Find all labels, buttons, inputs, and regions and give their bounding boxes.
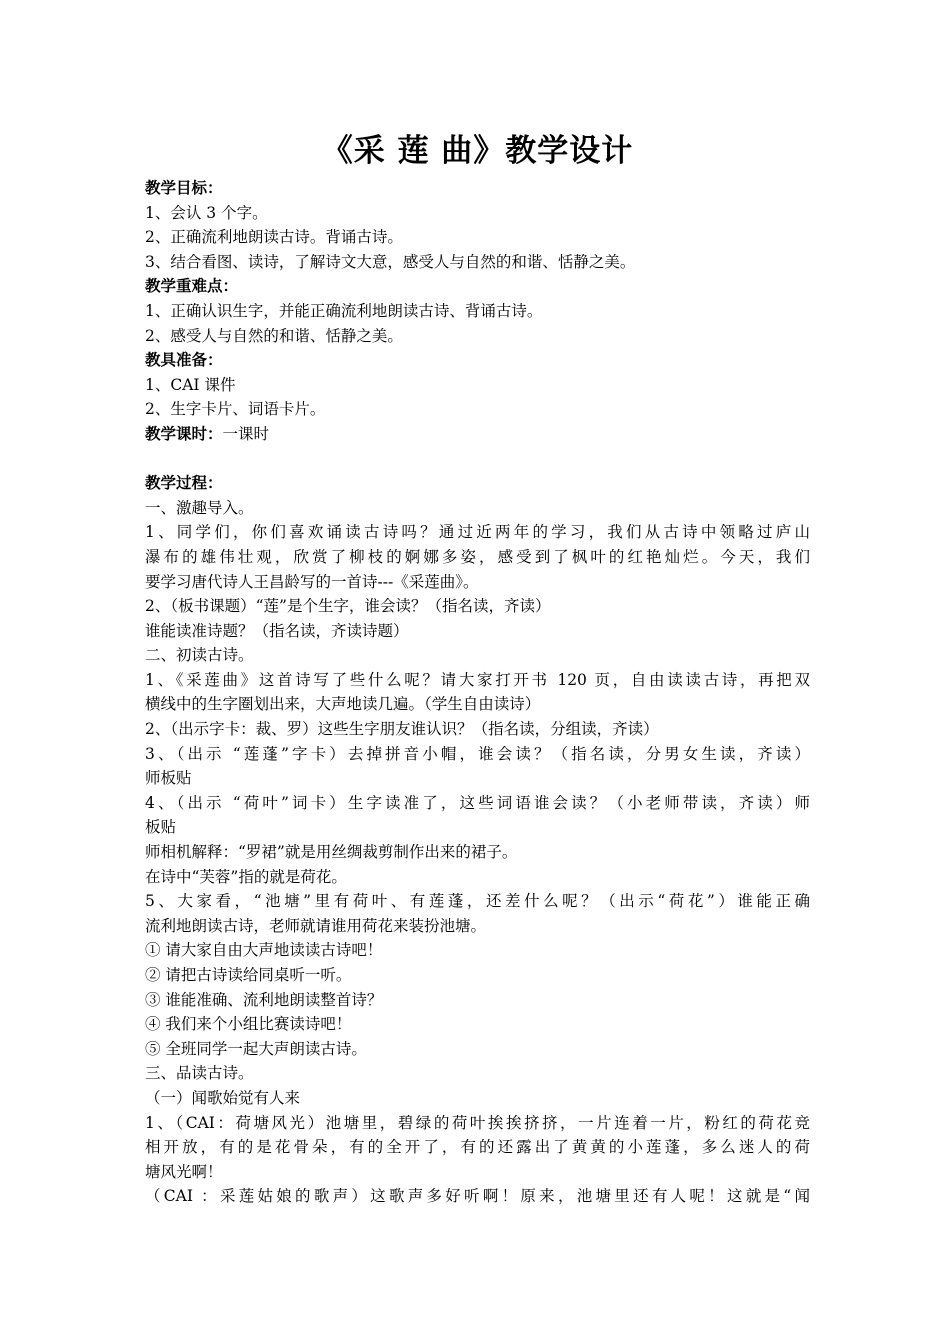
goals-heading: 教学目标： [145,179,223,197]
process-line: （一）闻歌始觉有人来 [145,1088,301,1107]
process-line: 3、（出示 “莲蓬”字卡）去掉拼音小帽，谁会读？（指名读，分男女生读，齐读） [145,744,810,763]
process-line: 相开放，有的是花骨朵，有的全开了，有的还露出了黄黄的小莲蓬，多么迷人的荷 [145,1138,810,1157]
process-heading: 教学过程： [145,474,223,493]
process-line: 4、（出示 “荷叶”词卡）生字读准了，这些词语谁会读？（小老师带读，齐读）师 [145,793,810,812]
material-item: 2、生字卡片、词语卡片。 [145,400,326,419]
process-line: 塘风光啊！ [145,1162,223,1181]
process-line: 瀑布的雄伟壮观，欣赏了柳枝的婀娜多姿，感受到了枫叶的红艳灿烂。今天，我们 [145,547,810,566]
goal-item: 1、会认 3 个字。 [145,203,268,222]
process-line: ⑤ 全班同学一起大声朗读古诗。 [145,1039,367,1058]
process-line: （CAI ：采莲姑娘的歌声）这歌声多好听啊！原来，池塘里还有人呢！这就是“闻 [145,1187,810,1206]
process-line: 师板贴 [145,769,192,788]
process-line: 二、初读古诗。 [145,646,254,665]
process-line: ③ 谁能准确、流利地朗读整首诗？ [145,990,383,1009]
document-title: 《采 莲 曲》教学设计 [321,133,634,169]
blank-line [145,447,810,472]
process-line: 要学习唐代诗人王昌龄写的一首诗---《采莲曲》。 [145,572,479,591]
process-line: 1、《采莲曲》这首诗写了些什么呢？请大家打开书 120 页，自由读读古诗，再把双 [145,670,810,689]
class-hours-label: 教学课时： [145,424,223,443]
process-line: 2、（板书课题）“莲”是个生字，谁会读？（指名读，齐读） [145,597,551,616]
process-line: 2、（出示字卡：裁、罗）这些生字朋友谁认识？（指名读，分组读，齐读） [145,720,659,739]
key-point-item: 1、正确认识生字，并能正确流利地朗读古诗、背诵古诗。 [145,301,543,320]
material-item: 1、CAI 课件 [145,375,236,394]
document-body [145,176,810,1209]
process-line: 一、激趣导入。 [145,498,254,517]
process-line: 5、大家看，“池塘”里有荷叶、有莲蓬，还差什么呢？（出示“荷花”）谁能正确 [145,892,810,911]
process-line: 在诗中“芙蓉”指的就是荷花。 [145,867,347,886]
goal-item: 2、正确流利地朗读古诗。背诵古诗。 [145,228,403,247]
key-point-item: 2、感受人与自然的和谐、恬静之美。 [145,326,403,345]
process-line: 横线中的生字圈划出来，大声地读几遍。（学生自由读诗） [145,695,541,714]
class-hours-line [145,422,810,447]
class-hours-value: 一课时 [222,424,270,443]
materials-heading: 教具准备： [145,351,223,370]
process-line: ② 请把古诗读给同桌听一听。 [145,966,352,984]
process-line: 谁能读准诗题？（指名读，齐读诗题） [145,621,409,640]
process-line: 三、品读古诗。 [145,1064,254,1083]
process-line: 1、（CAI：荷塘风光）池塘里，碧绿的荷叶挨挨挤挤，一片连着一片，粉红的荷花竞 [145,1113,810,1132]
process-line: 板贴 [145,818,177,837]
process-line: 流利地朗读古诗，老师就请谁用荷花来装扮池塘。 [145,916,487,935]
goal-item: 3、结合看图、读诗，了解诗文大意，感受人与自然的和谐、恬静之美。 [145,252,636,271]
process-line: ① 请大家自由大声地读读古诗吧！ [145,941,383,960]
document-page [145,128,810,1209]
process-line: 1、同学们，你们喜欢诵读古诗吗？通过近两年的学习，我们从古诗中领略过庐山 [145,523,810,542]
process-line: ④ 我们来个小组比赛读诗吧！ [145,1015,352,1034]
process-section [145,496,810,1209]
key-points-heading: 教学重难点： [145,277,239,296]
process-line: 师相机解释：“罗裙”就是用丝绸裁剪制作出来的裙子。 [145,843,518,862]
